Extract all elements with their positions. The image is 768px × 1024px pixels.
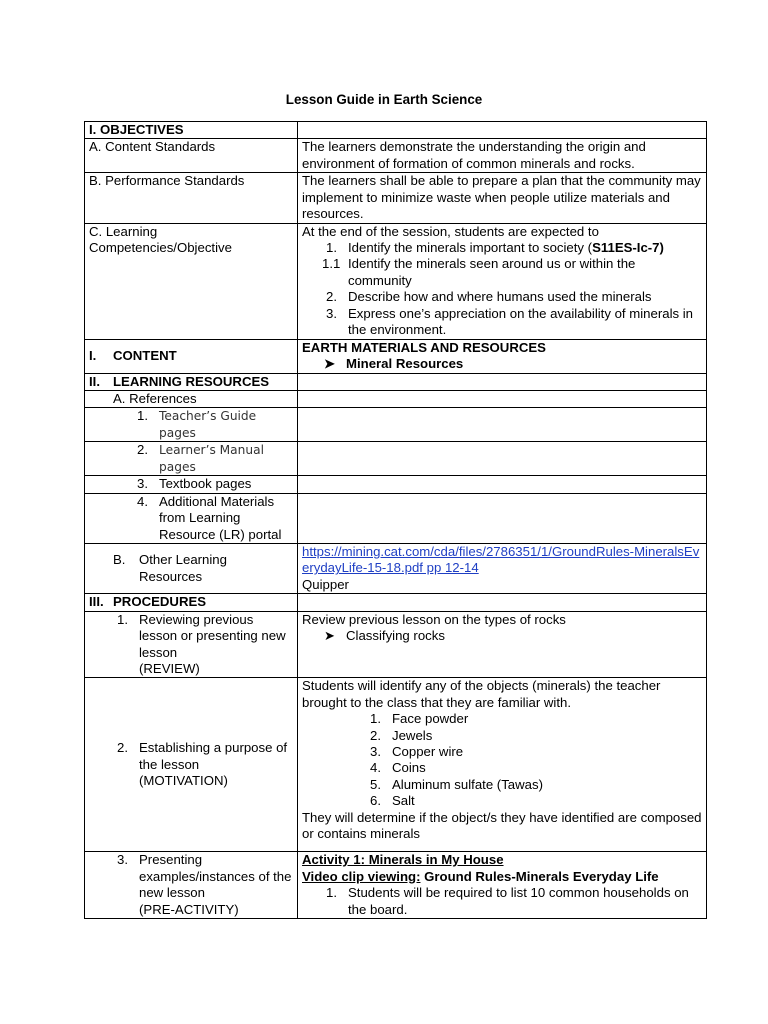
references-label: A. References	[85, 391, 298, 408]
reference-item: Teacher’s Guide pages	[159, 409, 257, 440]
reference-item-row: 2. Learner’s Manual pages	[85, 442, 707, 476]
procedure-review-row: 1. Reviewing previous lesson or presenting new lesson (REVIEW) Review previous lesson on the types of rocks ➤ Classifying rocks	[85, 611, 707, 678]
procedure-motivation-tag: (MOTIVATION)	[139, 773, 228, 789]
performance-standards-row	[85, 173, 707, 223]
procedure-preactivity-tag: (PRE-ACTIVITY)	[139, 901, 239, 917]
content-heading: CONTENT	[113, 347, 177, 363]
video-label: Video clip viewing:	[302, 868, 421, 884]
activity-title: Activity 1: Minerals in My House	[302, 852, 504, 868]
other-resources-label: Other Learning Resources	[139, 552, 227, 584]
content-heading-num: I.	[89, 347, 97, 363]
procedure-motivation-row: 2. Establishing a purpose of the lesson (MOTIVATION) Students will identify any of the objects (minerals) the teacher brought to the class that they are familiar with. 1. Face powder 2. Jewels 3. Copper wire 4. Coins 5. Aluminum sulfate (Tawas) 6. Salt They will determine if the object/s they have identified are composed or contains minerals	[85, 678, 707, 852]
objectives-heading: I. OBJECTIVES	[85, 122, 298, 139]
performance-standards-label: B. Performance Standards	[85, 173, 298, 223]
resource-extra: Quipper	[302, 576, 349, 592]
competency-item: 1.1 Identify the minerals seen around us or within the community	[322, 256, 636, 288]
content-standards-row	[85, 139, 707, 173]
competencies-intro: At the end of the session, students are expected to	[302, 223, 599, 239]
learning-resources-heading: LEARNING RESOURCES	[113, 373, 270, 389]
content-sub: Mineral Resources	[346, 356, 464, 372]
resource-link[interactable]: https://mining.cat.com/cda/files/2786351/1/GroundRules-MineralsEverydayLife-15-18.pdf pp 12-14	[302, 544, 700, 576]
list-item: 2. Jewels	[370, 727, 433, 743]
content-standards-label: A. Content Standards	[85, 139, 298, 173]
other-resources-row: B. Other Learning Resources https://mining.cat.com/cda/files/2786351/1/GroundRules-MineralsEverydayLife-15-18.pdf pp 12-14 Quipper	[85, 544, 707, 594]
competencies-row	[85, 223, 707, 339]
list-item: 6. Salt	[370, 793, 415, 809]
reference-item: Learner’s Manual pages	[159, 443, 264, 474]
reference-item: Textbook pages	[159, 476, 252, 492]
reference-item-row: 4. Additional Materials from Learning Resource (LR) portal	[85, 493, 707, 543]
content-value: EARTH MATERIALS AND RESOURCES	[302, 339, 546, 355]
content-standards-text: The learners demonstrate the understanding the origin and environment of formation of common minerals and rocks.	[298, 139, 707, 173]
competency-item: 2. Describe how and where humans used the minerals	[326, 289, 652, 305]
competency-item: 3. Express one’s appreciation on the availability of minerals in the environment.	[326, 305, 694, 338]
performance-standards-text: The learners shall be able to prepare a plan that the community may implement to minimize waste when people utilize materials and resources.	[298, 173, 707, 223]
procedure-motivation-label: Establishing a purpose of the lesson	[139, 740, 288, 772]
reference-item: Additional Materials from Learning Resource (LR) portal	[159, 493, 282, 542]
document-title: Lesson Guide in Earth Science	[285, 92, 483, 107]
lesson-guide-table	[84, 121, 707, 919]
procedures-row: III. PROCEDURES	[85, 594, 707, 611]
reference-item-row: 3. Textbook pages	[85, 476, 707, 493]
list-item: 5. Aluminum sulfate (Tawas)	[370, 776, 543, 792]
list-item: 3. Copper wire	[370, 743, 464, 759]
procedure-preactivity-row: 3. Presenting examples/instances of the new lesson (PRE-ACTIVITY) Activity 1: Minerals in My House Video clip viewing: Ground Rules-Minerals Everyday Life 1. Students will be required to list 10 common households on the board.	[85, 852, 707, 919]
competency-item: 1. Identify the minerals important to society (S11ES-Ic-7)	[326, 240, 664, 256]
procedure-motivation-intro: Students will identify any of the objects (minerals) the teacher brought to the class that they are familiar with.	[302, 678, 661, 710]
learning-resources-row: II. LEARNING RESOURCES	[85, 373, 707, 390]
references-row	[85, 391, 707, 408]
list-item: 1. Students will be required to list 10 common households on the board.	[326, 885, 689, 917]
arrow-bullet-icon: ➤	[324, 628, 336, 644]
list-item: 1. Face powder	[370, 711, 469, 727]
procedure-review-label: Reviewing previous lesson or presenting new lesson	[139, 611, 286, 660]
procedure-motivation-outro: They will determine if the object/s they have identified are composed or contains minerals	[302, 809, 702, 841]
list-item: 4. Coins	[370, 760, 426, 776]
arrow-bullet-icon: ➤	[324, 356, 336, 372]
procedure-preactivity-label: Presenting examples/instances of the new lesson	[139, 852, 292, 901]
reference-item-row: 1. Teacher’s Guide pages	[85, 408, 707, 442]
video-title: Ground Rules-Minerals Everyday Life	[420, 868, 659, 884]
procedure-review-text: Review previous lesson on the types of rocks	[302, 611, 566, 627]
objectives-row	[85, 122, 707, 139]
procedure-review-tag: (REVIEW)	[139, 660, 200, 676]
procedures-heading: PROCEDURES	[113, 594, 207, 610]
procedure-review-bullet: Classifying rocks	[346, 628, 445, 644]
content-row	[85, 339, 707, 373]
competencies-label: C. Learning Competencies/Objective	[85, 223, 298, 339]
